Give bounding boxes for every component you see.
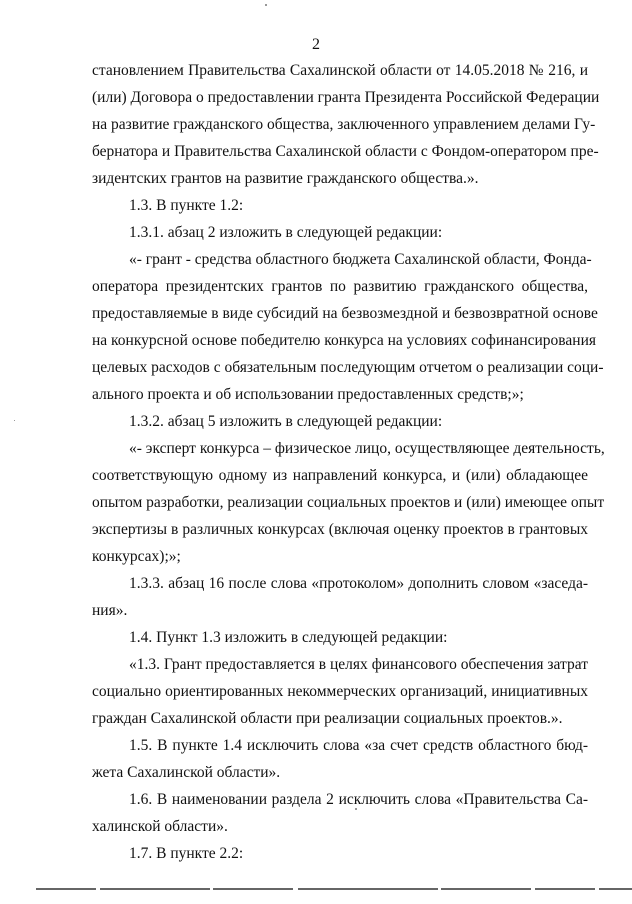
text-line: соответствующую одному из направлений конкурса, и (или) обладающее — [92, 467, 588, 484]
text-line: зидентских грантов на развитие гражданского общества.». — [92, 170, 479, 187]
text-line: 1.5. В пункте 1.4 исключить слова «за счет средств областного бюд- — [129, 737, 588, 754]
text-line: экспертизы в различных конкурсах (включая оценку проектов в грантовых — [92, 521, 588, 538]
text-line: граждан Сахалинской области при реализации социальных проектов.». — [92, 710, 563, 727]
text-line: бернатора и Правительства Сахалинской области с Фондом-оператором пре- — [92, 143, 599, 160]
text-line: ния». — [92, 602, 128, 619]
text-line: предоставляемые в виде субсидий на безвозмездной и безвозвратной основе — [92, 305, 598, 322]
text-line: 1.3.1. абзац 2 изложить в следующей редакции: — [129, 224, 443, 241]
text-line: 1.3. В пункте 1.2: — [129, 197, 244, 214]
text-line: 1.3.3. абзац 16 после слова «протоколом» дополнить словом «заседа- — [129, 575, 588, 592]
text-line: ального проекта и об использовании предоставленных средств;»; — [92, 386, 524, 403]
text-line: 1.7. В пункте 2.2: — [129, 845, 244, 862]
scan-speck — [265, 4, 267, 6]
text-line: оператора президентских грантов по развитию гражданского общества, — [92, 278, 588, 295]
text-line: 1.4. Пункт 1.3 изложить в следующей редакции: — [129, 629, 448, 646]
text-line: «- эксперт конкурса – физическое лицо, осуществляющее деятельность, — [129, 440, 605, 457]
text-line: социально ориентированных некоммерческих организаций, инициативных — [92, 683, 588, 700]
scan-speck — [355, 808, 357, 810]
text-line: на развитие гражданского общества, заключенного управлением делами Гу- — [92, 116, 596, 133]
text-line: опытом разработки, реализации социальных проектов и (или) имеющее опыт — [92, 494, 605, 511]
text-line: халинской области». — [92, 818, 228, 835]
text-line: «- грант - средства областного бюджета Сахалинской области, Фонда- — [129, 251, 592, 268]
text-line: на конкурсной основе победителю конкурса на условиях софинансирования — [92, 332, 596, 349]
text-line: «1.3. Грант предоставляется в целях финансового обеспечения затрат — [129, 656, 588, 673]
text-line: целевых расходов с обязательным последующим отчетом о реализации соци- — [92, 359, 604, 376]
text-line: конкурсах);»; — [92, 548, 181, 565]
text-line: 1.3.2. абзац 5 изложить в следующей редакции: — [129, 413, 443, 430]
text-line: (или) Договора о предоставлении гранта Президента Российской Федерации — [92, 89, 600, 106]
page-number: 2 — [312, 36, 320, 53]
text-line: жета Сахалинской области». — [92, 764, 281, 781]
scan-edge-line — [36, 887, 632, 891]
text-line: 1.6. В наименовании раздела 2 исключить слова «Правительства Са- — [129, 791, 588, 808]
scan-speck — [14, 420, 15, 421]
text-line: становлением Правительства Сахалинской области от 14.05.2018 № 216, и — [92, 62, 588, 79]
